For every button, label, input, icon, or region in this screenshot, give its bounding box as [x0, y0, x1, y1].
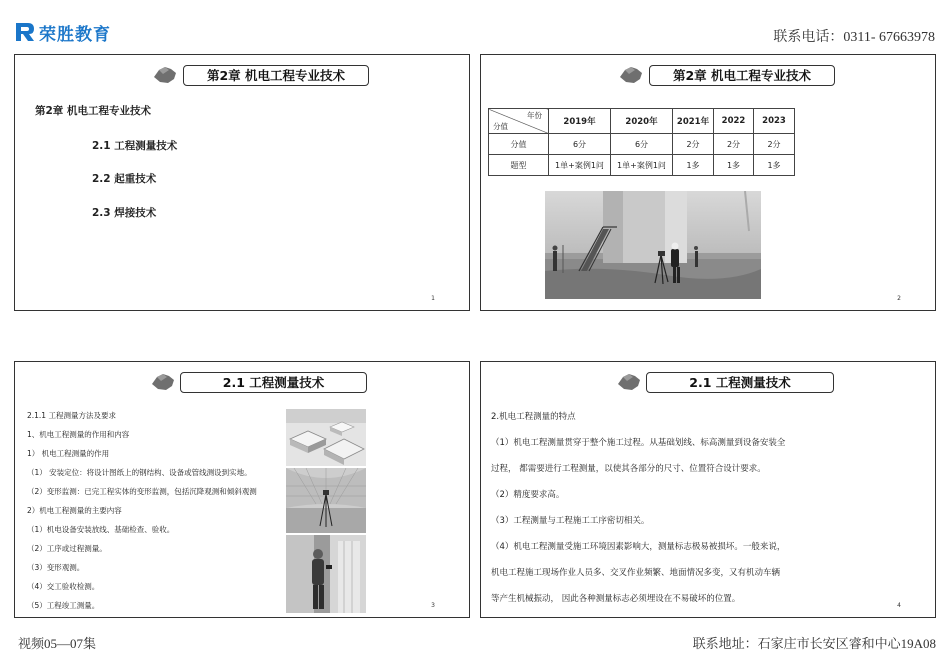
slide-title: 第2章 机电工程专业技术 [649, 65, 835, 86]
slide-2 [480, 54, 936, 311]
table-year-header: 2020年 [611, 109, 673, 134]
region-map-icon [149, 371, 177, 393]
section-item: 2.3 焊接技术 [92, 207, 157, 219]
section-item: 2.2 起重技术 [92, 173, 157, 185]
table-year-header: 2021年 [673, 109, 714, 134]
table-row [489, 134, 795, 155]
contact-address: 联系地址：石家庄市长安区睿和中心19A08 [692, 636, 936, 651]
region-map-icon [151, 64, 179, 86]
video-episode-label: 视频05—07集 [18, 636, 97, 651]
content-line: 2.1.1 工程测量方法及要求 [27, 411, 116, 420]
region-map-icon [617, 64, 645, 86]
table-cell: 2分 [673, 134, 714, 155]
table-cell: 1多 [754, 155, 795, 176]
slide-header [481, 370, 935, 394]
content-line: （2）变形监测：已完工程实体的变形监测，包括沉降观测和倾斜观测 [27, 487, 257, 496]
corner-label-score: 分值 [493, 122, 508, 131]
content-line: （1）机电工程测量贯穿于整个施工过程。从基础划线、标高测量到设备安装全 [491, 438, 786, 448]
table-corner-cell [489, 109, 549, 134]
brand-name: 荣胜教育 [39, 24, 111, 45]
table-row-label: 题型 [489, 155, 549, 176]
slide-header [15, 63, 469, 87]
score-table [488, 108, 795, 176]
contact-phone: 联系电话：0311- 67663978 [773, 30, 935, 45]
section-item: 2.1 工程测量技术 [92, 140, 178, 152]
table-cell: 1单+案例1问 [549, 155, 611, 176]
table-year-header: 2022 [714, 109, 754, 134]
chapter-title: 第2章 机电工程专业技术 [35, 105, 151, 117]
slide-1 [14, 54, 470, 311]
table-cell: 1单+案例1问 [611, 155, 673, 176]
slide-header [15, 370, 469, 394]
slide-3 [14, 361, 470, 618]
content-line: 机电工程施工现场作业人员多、交叉作业频繁、地面情况多变，又有机动车辆 [491, 568, 781, 578]
content-line: （5）工程竣工测量。 [27, 601, 100, 610]
corner-label-year: 年份 [527, 111, 542, 120]
slide-4 [480, 361, 936, 618]
content-line: （2）工序或过程测量。 [27, 544, 107, 553]
brand-logo-icon [14, 21, 36, 43]
table-cell: 2分 [714, 134, 754, 155]
tunnel-survey-photo [286, 468, 366, 533]
table-cell: 1多 [714, 155, 754, 176]
wind-turbine-survey-photo [545, 191, 761, 299]
content-line: （4）交工验收检测。 [27, 582, 100, 591]
surveyor-photo [286, 535, 366, 613]
slide-title: 2.1 工程测量技术 [646, 372, 834, 393]
table-cell: 1多 [673, 155, 714, 176]
brand-logo [14, 20, 111, 44]
content-line: （3）工程测量与工程施工工序密切相关。 [491, 516, 650, 526]
slide-title: 2.1 工程测量技术 [180, 372, 367, 393]
table-year-header: 2019年 [549, 109, 611, 134]
page-number: 1 [431, 295, 435, 302]
content-line: （1） 安装定位：将设计图纸上的钢结构、设备或管线测设到实地。 [27, 468, 252, 477]
table-cell: 2分 [754, 134, 795, 155]
table-cell: 6分 [611, 134, 673, 155]
content-line: 1、机电工程测量的作用和内容 [27, 430, 130, 439]
page-number: 4 [897, 602, 901, 609]
content-line: （3）变形观测。 [27, 563, 85, 572]
content-line: 2.机电工程测量的特点 [491, 412, 576, 422]
table-cell: 6分 [549, 134, 611, 155]
table-year-header: 2023 [754, 109, 795, 134]
content-line: 1） 机电工程测量的作用 [27, 449, 110, 458]
region-map-icon [615, 371, 643, 393]
slide-header [481, 63, 935, 87]
content-line: 过程， 都需要进行工程测量，以使其各部分的尺寸、位置符合设计要求。 [491, 464, 766, 474]
slide-title: 第2章 机电工程专业技术 [183, 65, 369, 86]
page-number: 3 [431, 602, 435, 609]
content-line: （2）精度要求高。 [491, 490, 565, 500]
table-row [489, 155, 795, 176]
content-line: 2）机电工程测量的主要内容 [27, 506, 122, 515]
site-layout-photo [286, 409, 366, 466]
content-line: 等产生机械振动， 因此各种测量标志必须埋设在不易破坏的位置。 [491, 594, 741, 604]
page-number: 2 [897, 295, 901, 302]
content-line: （4）机电工程测量受施工环境因素影响大，测量标志极易被损坏。一般来说， [491, 542, 786, 552]
content-line: （1）机电设备安装放线、基础检查、验收。 [27, 525, 175, 534]
table-header-row [489, 109, 795, 134]
table-row-label: 分值 [489, 134, 549, 155]
